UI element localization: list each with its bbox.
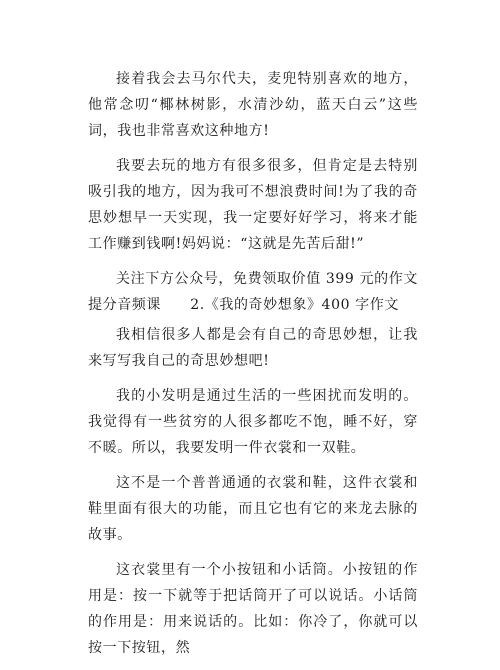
paragraph-clothes: 这不是一个普普通通的衣裳和鞋，这件衣裳和鞋里面有很大的功能，而且它也有它的来龙去脉的故事。 xyxy=(88,475,418,543)
document-body xyxy=(88,66,418,670)
paragraph-places: 我要去玩的地方有很多很多，但肯定是去特别吸引我的地方，因为我可不想浪费时间!为了我的奇思妙想早一天实现，我一定要好好学习，将来才能工作赚到钱啊!妈妈说：“这就是先苦后甜!” xyxy=(88,158,418,252)
paragraph-maldives: 接着我会去马尔代夫，麦兜特别喜欢的地方，他常念叨“椰林树影，水清沙幼，蓝天白云”这些词，我也非常喜欢这种地方! xyxy=(88,71,418,139)
paragraph-invention: 我的小发明是通过生活的一些困扰而发明的。我觉得有一些贫穷的人很多都吃不饱，睡不好，穿不暖。所以，我要发明一件衣裳和一双鞋。 xyxy=(88,388,418,456)
paragraph-button: 这衣裳里有一个小按钮和小话筒。小按钮的作用是：按一下就等于把话筒开了可以说话。小话筒的作用是：用来说话的。比如：你冷了，你就可以按一下按钮，然 xyxy=(88,562,418,656)
paragraph-intro: 我相信很多人都是会有自己的奇思妙想，让我来写写我自己的奇思妙想吧! xyxy=(88,327,418,369)
paragraph-promo-and-title: 关注下方公众号，免费领取价值 399 元的作文提分音频课 2.《我的奇妙想象》400 字作文 xyxy=(88,271,418,313)
